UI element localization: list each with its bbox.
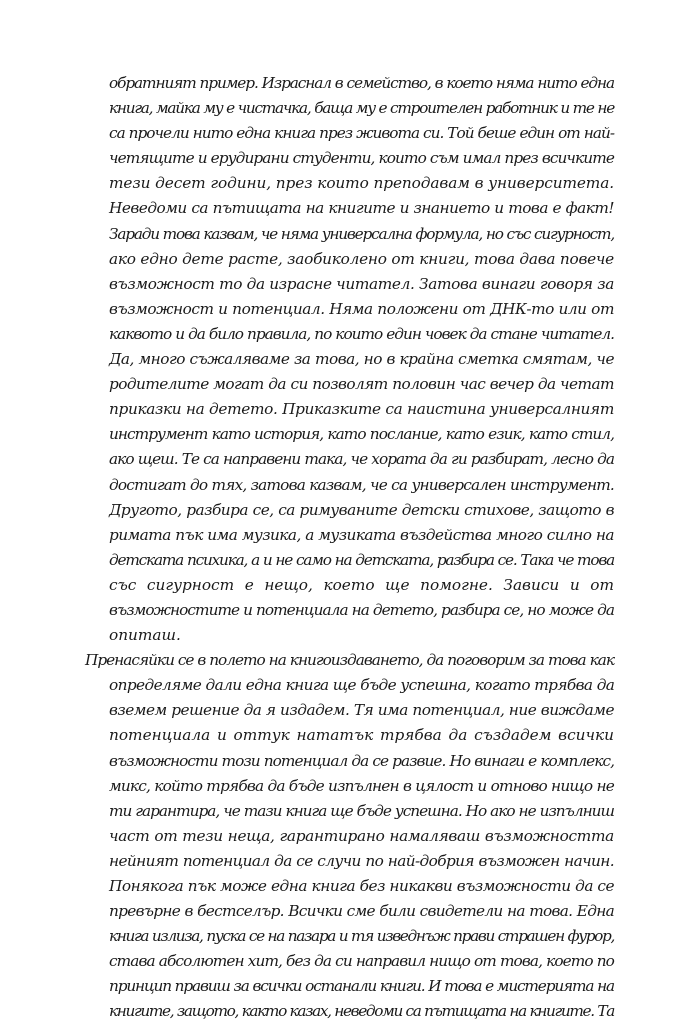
text-line: микс, който трябва да бъде изпълнен в цялост и отново нищо не	[109, 776, 614, 795]
text-line: Другото, разбира се, са римуваните детски стихове, защото в	[109, 500, 614, 519]
text-line: потенциала и оттук нататък трябва да създадем всички	[109, 726, 614, 745]
text-line: инструмент като история, като послание, като език, като стил,	[109, 425, 614, 444]
text-line: четящите и ерудирани студенти, които съм имал през всичките	[109, 149, 614, 168]
text-line: книгите, защото, както казах, неведоми са пътищата на книгите. Та	[109, 1002, 614, 1021]
text-line: нейният потенциал да се случи по най-добрия възможен начин.	[109, 851, 614, 870]
text-line: Пренасяйки се в полето на книгоиздаването, да поговорим за това как	[85, 651, 614, 670]
text-line: Неведоми са пътищата на книгите и знанието и това е факт!	[109, 199, 614, 218]
text-line: римата пък има музика, а музиката въздейства много силно на	[109, 525, 614, 544]
text-line: детската психика, а и не само на детската, разбира се. Така че това	[109, 550, 614, 569]
text-line: книга излиза, пуска се на пазара и тя изведнъж прави страшен фурор,	[109, 927, 614, 946]
text-line: Да, много съжаляваме за това, но в крайна сметка смятам, че	[109, 350, 614, 369]
text-line: Заради това казвам, че няма универсална формула, но със сигурност,	[109, 224, 614, 243]
text-line: каквото и да било правила, по които един човек да стане читател.	[109, 324, 614, 343]
text-line: възможност то да израсне читател. Затова винаги говоря за	[109, 274, 614, 293]
paragraph-1	[109, 71, 614, 648]
text-line: ако едно дете расте, заобиколено от книги, това дава повече	[109, 249, 614, 268]
paragraph-2	[85, 648, 615, 1024]
text-line: възможности този потенциал да се развие. Но винаги е комплекс,	[109, 751, 614, 770]
body-text	[85, 71, 615, 1025]
text-line: достигат до тях, затова казвам, че са универсален инструмент.	[109, 475, 614, 494]
text-line: принцип правиш за всички останали книги. И това е мистерията на	[109, 977, 614, 996]
text-line: книга, майка му е чистачка, баща му е строителен работник и те не	[109, 99, 614, 118]
text-line: определяме дали една книга ще бъде успешна, когато трябва да	[109, 676, 615, 695]
text-line: родителите могат да си позволят половин час вечер да четат	[109, 375, 614, 394]
text-line: ако щеш. Те са направени така, че хората да ги разбират, лесно да	[109, 450, 614, 469]
text-line: Понякога пък може една книга без никакви възможности да се	[109, 877, 615, 895]
text-line: обратният пример. Израснал в семейство, в което няма нито една	[109, 74, 614, 92]
text-line: опиташ.	[109, 626, 181, 645]
text-line: част от тези неща, гарантирано намаляваш възможността	[109, 826, 614, 845]
text-line: вземем решение да я издадем. Тя има потенциал, ние виждаме	[109, 701, 614, 720]
text-line: приказки на детето. Приказките са наистина универсалният	[109, 400, 614, 419]
text-line: става абсолютен хит, без да си направил нищо от това, което по	[109, 952, 614, 971]
text-line: възможностите и потенциала на детето, разбира се, но може да	[109, 600, 614, 619]
text-line: ти гарантира, че тази книга ще бъде успешна. Но ако не изпълниш	[109, 801, 614, 820]
text-line: са прочели нито една книга през живота си. Той беше един от най-	[109, 124, 614, 143]
text-line: тези десет години, през които преподавам в университета.	[109, 174, 614, 193]
text-line: възможност и потенциал. Няма положени от ДНК-то или от	[109, 299, 614, 318]
text-line: превърне в бестселър. Всички сме били свидетели на това. Една	[109, 902, 614, 921]
text-line: със сигурност е нещо, което ще помогне. Зависи и от	[109, 575, 614, 594]
